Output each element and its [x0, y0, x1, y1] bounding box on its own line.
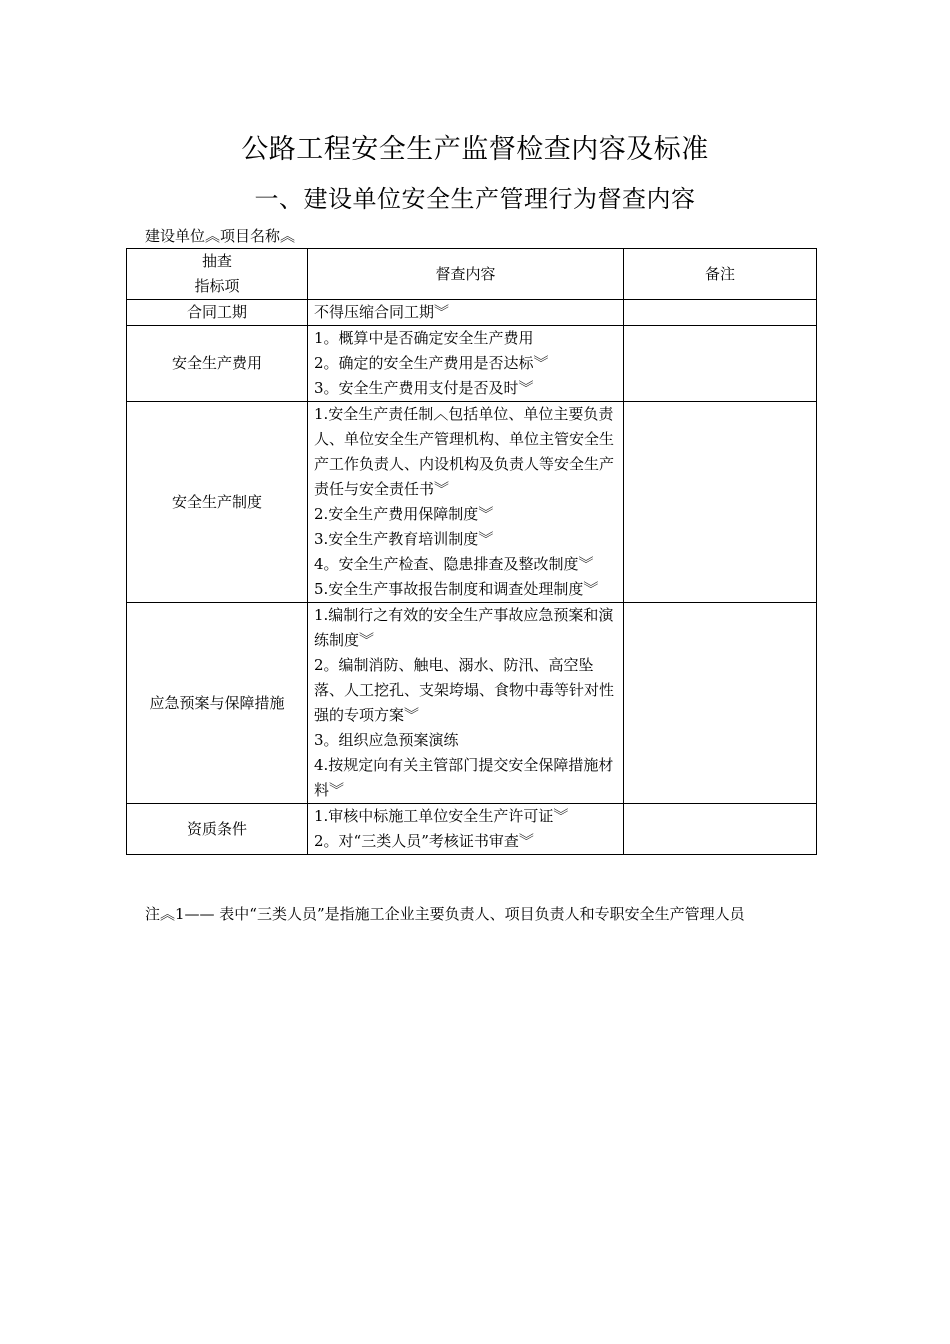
row-remark — [624, 300, 817, 326]
row-remark — [624, 326, 817, 402]
content-item: 3.安全生产教育培训制度︾ — [314, 530, 494, 548]
content-item: 不得压缩合同工期︾ — [314, 303, 450, 321]
section-title: 一、建设单位安全生产管理行为督查内容 — [254, 185, 696, 213]
content-item: 1.安全生产责任制︿包括单位、单位主要负责人、单位安全生产管理机构、单位主管安全生产工作负责人、内设机构及负责人等安全生产责任与安全责任书︾ — [314, 405, 615, 498]
content-item: 2.安全生产费用保障制度︾ — [314, 505, 494, 523]
content-item: 1.审核中标施工单位安全生产许可证︾ — [314, 807, 569, 825]
row-category: 安全生产费用 — [127, 326, 308, 402]
content-item: 3。组织应急预案演练 — [314, 731, 459, 749]
row-category: 资质条件 — [127, 804, 308, 855]
content-item: 4.按规定向有关主管部门提交安全保障措施材料︾ — [314, 756, 614, 799]
table-row — [127, 326, 817, 402]
content-item: 2。确定的安全生产费用是否达标︾ — [314, 354, 549, 372]
row-content — [308, 402, 624, 603]
content-item: 3。安全生产费用支付是否及时︾ — [314, 379, 534, 397]
header-category-line2: 指标项 — [194, 277, 240, 295]
header-remark: 备注 — [624, 249, 817, 300]
row-content — [308, 300, 624, 326]
content-item: 2。对“三类人员”考核证书审查︾ — [314, 832, 534, 850]
inspection-table — [126, 248, 817, 855]
content-item: 2。编制消防、触电、溺水、防汛、高空坠落、人工挖孔、支架垮塌、食物中毒等针对性强的专项方案︾ — [314, 656, 615, 724]
footnote: 注︽1—— 表中“三类人员”是指施工企业主要负责人、项目负责人和专职安全生产管理人员 — [145, 905, 745, 923]
table-header-row — [127, 249, 817, 300]
table-row — [127, 804, 817, 855]
content-item: 1。概算中是否确定安全生产费用 — [314, 329, 534, 347]
table-row — [127, 300, 817, 326]
row-remark — [624, 402, 817, 603]
row-remark — [624, 603, 817, 804]
row-content — [308, 804, 624, 855]
content-item: 5.安全生产事故报告制度和调查处理制度︾ — [314, 580, 599, 598]
row-category: 合同工期 — [127, 300, 308, 326]
content-item: 4。安全生产检查、隐患排查及整改制度︾ — [314, 555, 594, 573]
header-category-line1: 抽查 — [201, 252, 232, 270]
header-content: 督查内容 — [308, 249, 624, 300]
inspection-table-body — [127, 249, 817, 855]
content-item: 1.编制行之有效的安全生产事故应急预案和演练制度︾ — [314, 606, 614, 649]
project-info-line: 建设单位︽项目名称︽ — [145, 227, 296, 245]
table-row — [127, 603, 817, 804]
header-category — [127, 249, 308, 300]
row-category: 安全生产制度 — [127, 402, 308, 603]
row-content — [308, 603, 624, 804]
table-row — [127, 402, 817, 603]
row-remark — [624, 804, 817, 855]
row-category: 应急预案与保障措施 — [127, 603, 308, 804]
row-content — [308, 326, 624, 402]
document-title: 公路工程安全生产监督检查内容及标准 — [241, 134, 709, 165]
